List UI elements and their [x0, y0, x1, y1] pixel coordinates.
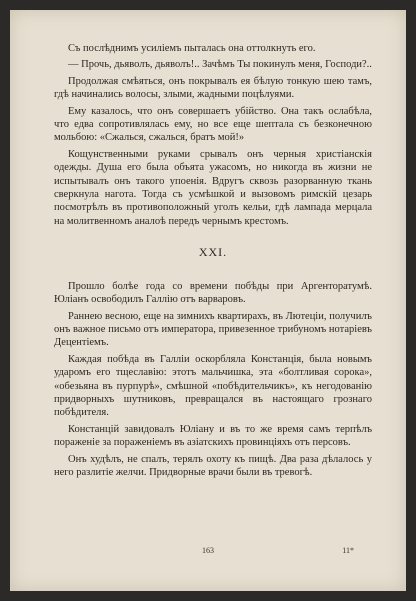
- book-page: [10, 10, 406, 591]
- paragraph: Съ послѣднимъ усиліемъ пыталась она оттолкнуть его.: [68, 43, 316, 54]
- paragraph: Онъ худѣлъ, не спалъ, терялъ охоту къ пищѣ. Два раза дѣлалось у него разлитіе желчи. Придворные врачи были въ тревогѣ.: [54, 453, 372, 478]
- paragraph: Раннею весною, еще на зимнихъ квартирахъ, въ Лютеціи, получилъ онъ важное письмо отъ императора, привезенное трибуномъ нотаріевъ Децентіемъ.: [54, 310, 372, 349]
- page-text: [54, 42, 372, 482]
- paragraph: — Прочь, дьяволъ, дьяволъ!.. Зачѣмъ Ты покинулъ меня, Господи?..: [68, 59, 372, 71]
- page-number: 163: [202, 546, 214, 555]
- paragraph: Ему казалось, что онъ совершаетъ убійство. Она такъ ослабѣла, что едва сопротивлялась ему, но все еще шептала съ безконечною мольбою: «Сжалься, сжалься, братъ мой!»: [54, 105, 372, 144]
- paragraph: Прошло болѣе года со времени побѣды при Аргенторатумѣ. Юліанъ освободилъ Галлію отъ варваровъ.: [54, 280, 372, 306]
- paragraph: Констанцій завидовалъ Юліану и въ то же время самъ терпѣлъ пораженіе за пораженіемъ въ азіатскихъ провинціяхъ отъ персовъ.: [54, 423, 372, 449]
- chapter-heading: XXI.: [198, 245, 228, 260]
- paragraph: Продолжая смѣяться, онъ покрывалъ ея бѣлую тонкую шею тамъ, гдѣ начинались волосы, злыми, жадными поцѣлуями.: [54, 75, 372, 101]
- paragraph: Кощунственными руками срывалъ онъ черныя христіанскія одежды. Душа его была объята ужасомъ, но никогда въ жизни не испытывалъ онъ такого упоенія. Вдругъ сквозь разорванную ткань сверкнула нагота. Тогда съ усмѣшкой и вызовомъ римскій цезарь посмотрѣлъ въ противоположный уголъ кельи, гдѣ лампада мерцала на молитвенномъ аналоѣ передъ чернымъ крестомъ.: [54, 148, 372, 227]
- signature-mark: 11*: [342, 546, 354, 555]
- paragraph: Каждая побѣда въ Галліи оскорбляла Констанція, была новымъ ударомъ его тщеславію: этотъ мальчишка, эта «болтливая сорока», «обезьяна въ пурпурѣ», смѣшной «побѣдительчикъ», къ негодованію придворныхъ шутниковъ, превращался въ настоящаго грознаго побѣдителя.: [54, 353, 372, 419]
